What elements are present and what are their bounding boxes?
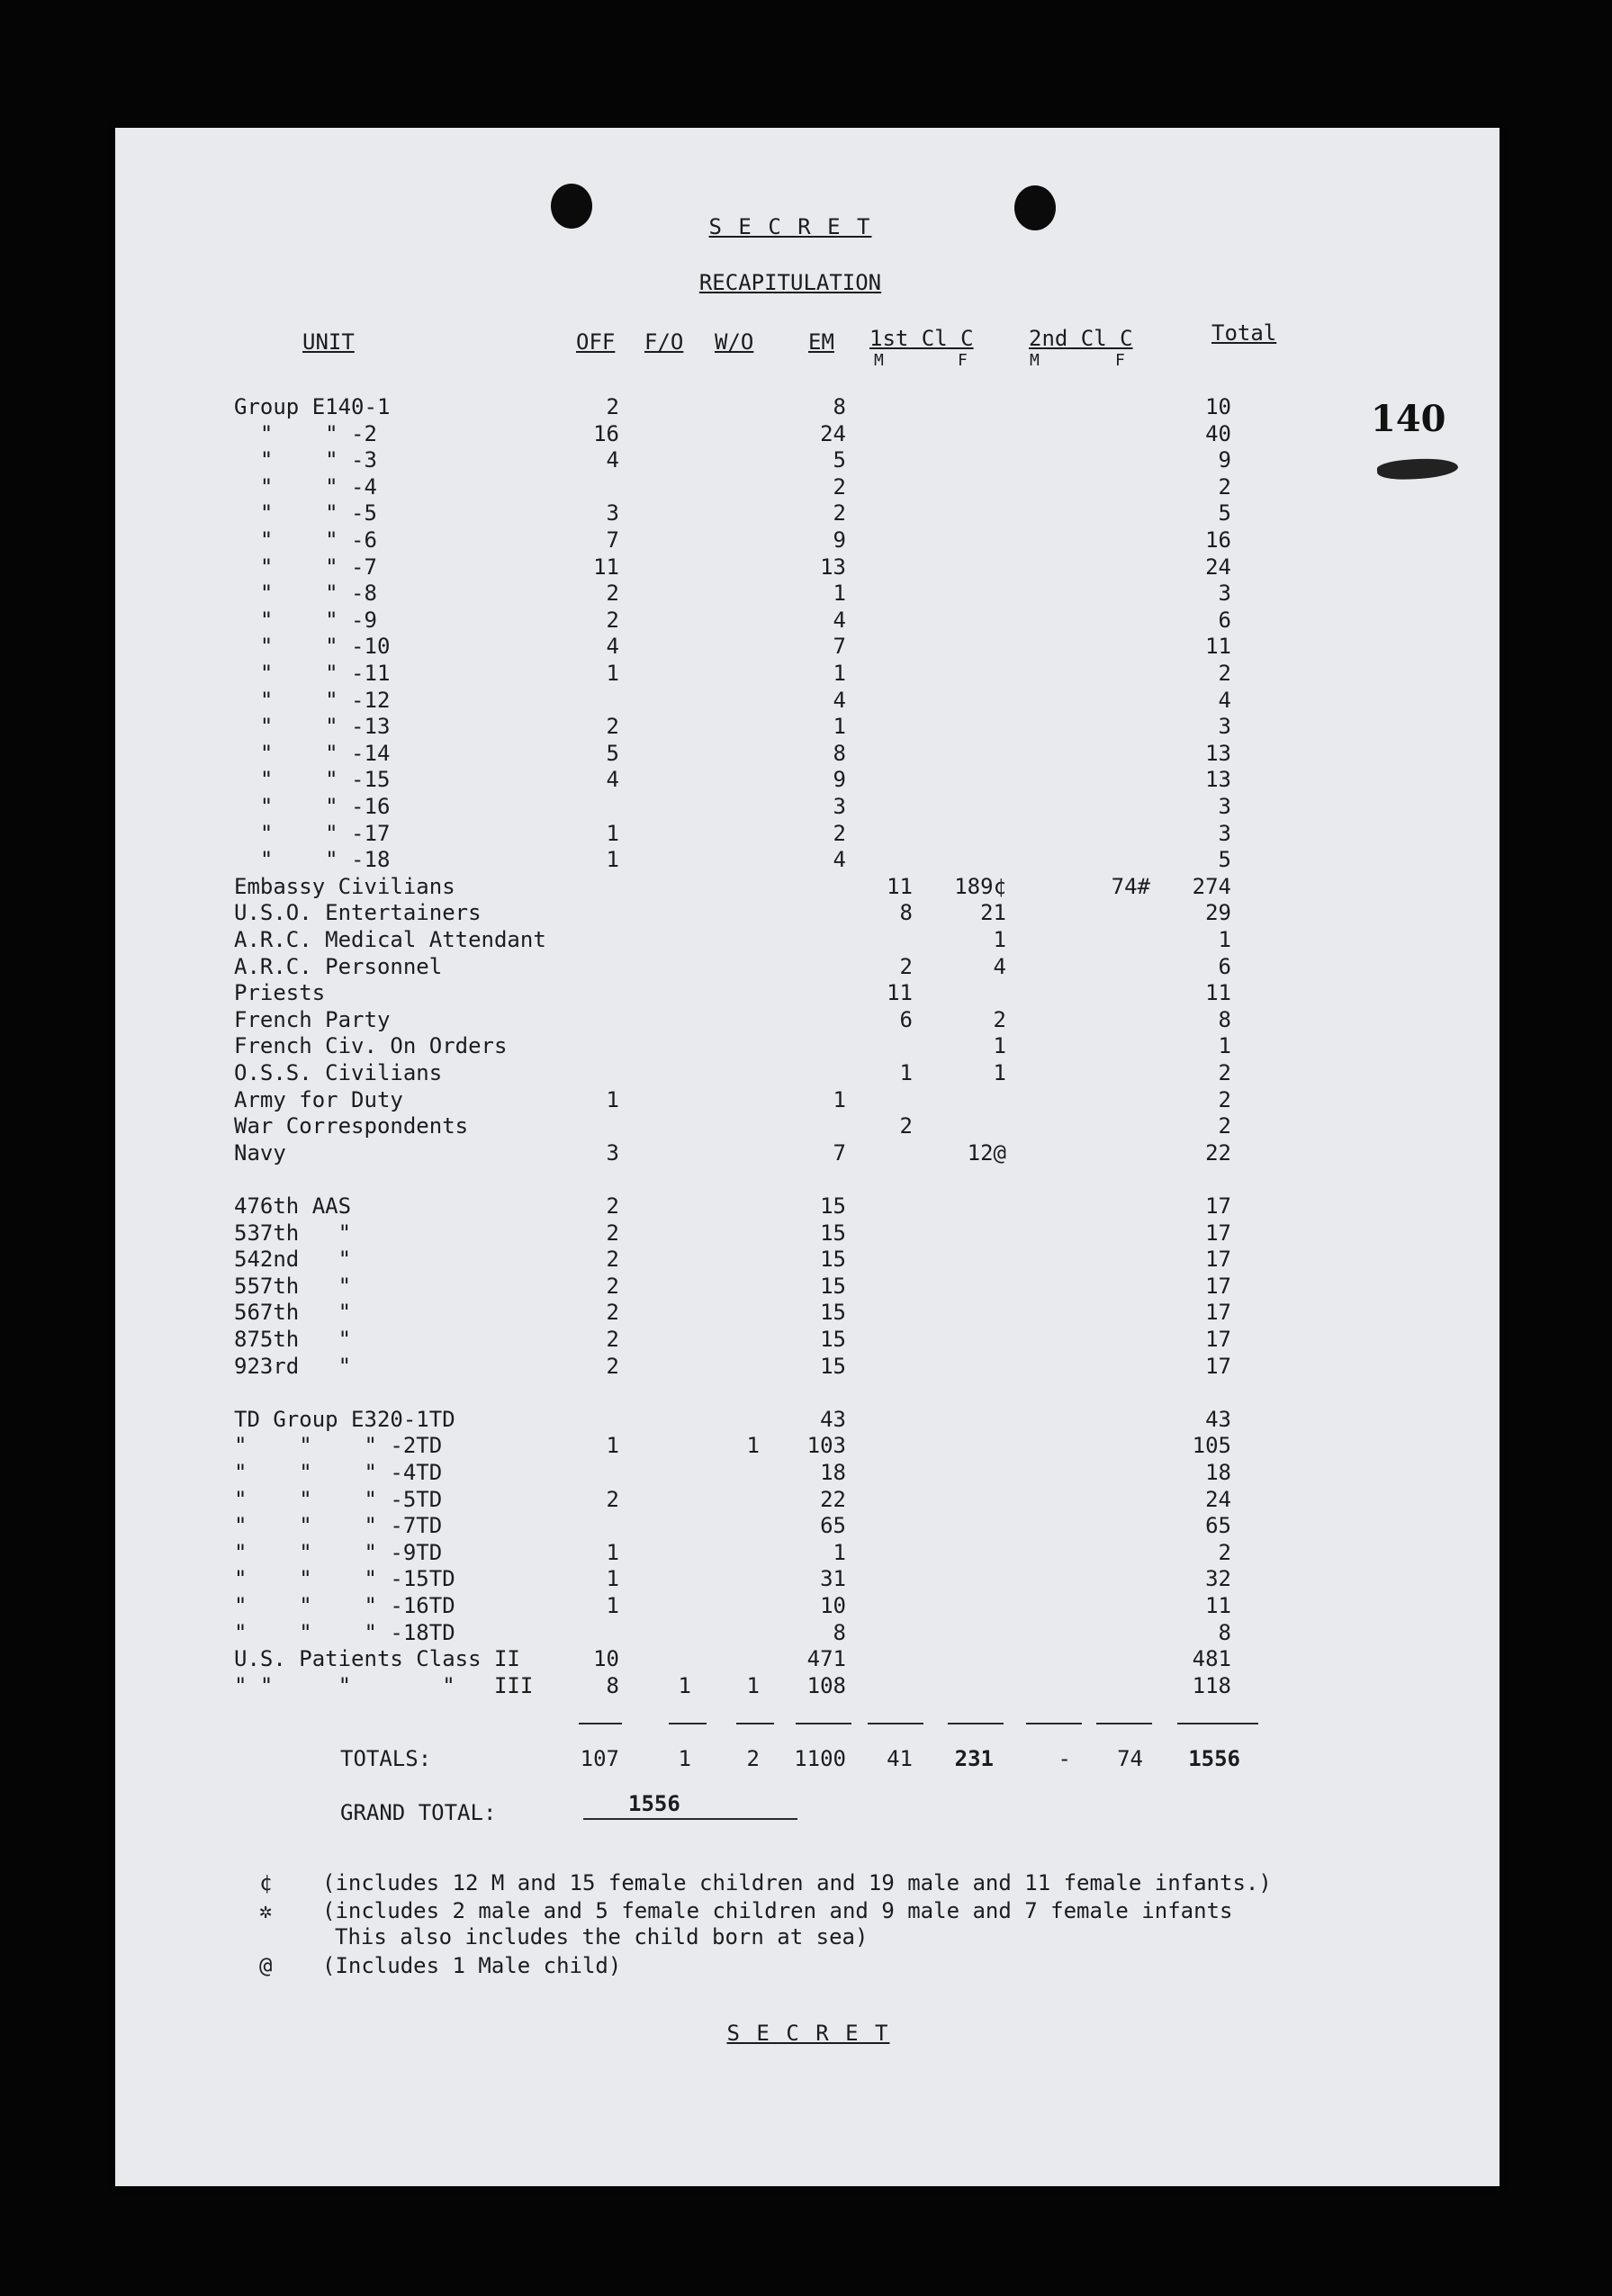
cell-total: 2 <box>1218 473 1231 500</box>
cell-unit: 537th " <box>234 1220 352 1246</box>
cell-total: 1 <box>1218 927 1231 952</box>
cell-unit: French Civ. On Orders <box>234 1033 508 1059</box>
cell-total: 10 <box>1205 394 1231 419</box>
cell-total: 17 <box>1205 1300 1231 1326</box>
document-page <box>115 128 1499 2186</box>
col-header-1st-m: M <box>874 351 884 370</box>
cell-off: 5 <box>606 740 619 766</box>
cell-total: 9 <box>1218 447 1231 473</box>
totals-2nd-f: 74 <box>1117 1746 1143 1771</box>
sum-line-1st-f <box>948 1723 1004 1724</box>
cell-total: 274 <box>1192 873 1231 899</box>
cell-unit: French Party <box>234 1006 391 1032</box>
cell-unit: " " -17 <box>234 820 391 846</box>
col-header-wo: W/O <box>715 329 754 355</box>
cell-unit: War Correspondents <box>234 1113 469 1139</box>
cell-em: 43 <box>820 1406 846 1432</box>
footnote-symbol: ✲ <box>259 1898 273 1923</box>
cell-unit: Embassy Civilians <box>234 873 455 899</box>
cell-off: 1 <box>606 1086 619 1112</box>
cell-em: 10 <box>820 1593 846 1618</box>
cell-total: 11 <box>1205 1593 1231 1618</box>
cell-total: 6 <box>1218 953 1231 979</box>
cell-unit: " " -4 <box>234 473 377 500</box>
col-header-em: EM <box>808 329 834 355</box>
cell-c1f: 1 <box>993 927 1006 952</box>
cell-unit: " " " -4TD <box>234 1460 443 1485</box>
cell-em: 15 <box>820 1220 846 1246</box>
cell-em: 1 <box>833 581 846 607</box>
totals-label: TOTALS: <box>340 1746 432 1771</box>
sum-line-total <box>1177 1723 1258 1724</box>
cell-unit: TD Group E320-1TD <box>234 1406 455 1432</box>
footnote-text: (includes 12 M and 15 female children and 19 male and 11 female infants.) <box>322 1870 1272 1895</box>
cell-unit: " " -14 <box>234 740 391 766</box>
cell-unit: " " -15 <box>234 767 391 793</box>
cell-em: 15 <box>820 1273 846 1299</box>
footnote-text: This also includes the child born at sea) <box>335 1924 869 1949</box>
cell-off: 1 <box>606 1566 619 1592</box>
col-header-1st-f: F <box>958 351 968 370</box>
cell-total: 5 <box>1218 500 1231 527</box>
punch-hole-left <box>551 184 592 229</box>
cell-total: 13 <box>1205 740 1231 766</box>
cell-total: 17 <box>1205 1327 1231 1352</box>
cell-unit: " " -6 <box>234 527 377 553</box>
cell-total: 8 <box>1218 1006 1231 1032</box>
cell-off: 2 <box>606 1247 619 1273</box>
cell-c1f: 189¢ <box>954 873 1006 899</box>
cell-unit: A.R.C. Personnel <box>234 953 443 979</box>
cell-wo: 1 <box>746 1672 760 1698</box>
cell-unit: 557th " <box>234 1273 352 1299</box>
cell-total: 2 <box>1218 1113 1231 1139</box>
col-header-2nd-f: F <box>1115 351 1125 370</box>
cell-unit: U.S.O. Entertainers <box>234 900 482 926</box>
cell-em: 13 <box>820 554 846 580</box>
cell-off: 8 <box>606 1672 619 1698</box>
cell-em: 108 <box>806 1672 846 1698</box>
cell-total: 17 <box>1205 1247 1231 1273</box>
sum-line-em <box>796 1723 851 1724</box>
totals-em: 1100 <box>794 1746 846 1771</box>
cell-off: 2 <box>606 1327 619 1352</box>
cell-off: 1 <box>606 820 619 846</box>
cell-em: 31 <box>820 1566 846 1592</box>
cell-total: 11 <box>1205 980 1231 1006</box>
cell-total: 11 <box>1205 634 1231 660</box>
cell-total: 65 <box>1205 1513 1231 1539</box>
cell-em: 15 <box>820 1300 846 1326</box>
cell-off: 1 <box>606 847 619 873</box>
cell-off: 1 <box>606 1433 619 1459</box>
cell-unit: " " -11 <box>234 661 391 686</box>
page-number: 140 <box>1371 398 1446 440</box>
cell-total: 13 <box>1205 767 1231 793</box>
sum-line-off <box>579 1723 622 1724</box>
cell-total: 32 <box>1205 1566 1231 1592</box>
cell-unit: Army for Duty <box>234 1086 403 1112</box>
cell-em: 22 <box>820 1486 846 1512</box>
cell-unit: " " " -18TD <box>234 1619 455 1645</box>
cell-unit: " " -13 <box>234 714 391 740</box>
cell-unit: " " -8 <box>234 581 377 607</box>
cell-off: 7 <box>606 527 619 553</box>
cell-unit: 875th " <box>234 1327 352 1352</box>
cell-em: 18 <box>820 1460 846 1485</box>
cell-c1m: 2 <box>899 1113 913 1139</box>
cell-total: 2 <box>1218 661 1231 686</box>
cell-unit: " " " -9TD <box>234 1539 443 1565</box>
cell-unit: 476th AAS <box>234 1193 352 1219</box>
cell-off: 2 <box>606 394 619 419</box>
cell-unit: " " -12 <box>234 687 391 713</box>
cell-total: 24 <box>1205 554 1231 580</box>
cell-off: 1 <box>606 661 619 686</box>
cell-em: 471 <box>806 1646 846 1672</box>
cell-total: 29 <box>1205 900 1231 926</box>
sum-line-fo <box>669 1723 707 1724</box>
totals-1st-m: 41 <box>887 1746 913 1771</box>
cell-off: 4 <box>606 447 619 473</box>
cell-em: 5 <box>833 447 846 473</box>
cell-c1f: 21 <box>980 900 1006 926</box>
cell-unit: " " " -7TD <box>234 1513 443 1539</box>
cell-total: 3 <box>1218 820 1231 846</box>
footnote-symbol: ¢ <box>259 1870 273 1895</box>
totals-fo: 1 <box>678 1746 691 1771</box>
cell-unit: 567th " <box>234 1300 352 1326</box>
cell-total: 3 <box>1218 714 1231 740</box>
cell-off: 2 <box>606 1193 619 1219</box>
cell-off: 2 <box>606 1353 619 1379</box>
cell-off: 10 <box>593 1646 619 1672</box>
cell-em: 8 <box>833 740 846 766</box>
footnote-symbol: @ <box>259 1953 273 1978</box>
cell-total: 105 <box>1192 1433 1231 1459</box>
cell-total: 5 <box>1218 847 1231 873</box>
cell-total: 17 <box>1205 1353 1231 1379</box>
cell-off: 2 <box>606 581 619 607</box>
cell-em: 7 <box>833 1139 846 1166</box>
totals-total: 1556 <box>1188 1746 1240 1771</box>
cell-em: 2 <box>833 500 846 527</box>
cell-off: 2 <box>606 607 619 633</box>
cell-off: 4 <box>606 634 619 660</box>
cell-unit: " " -2 <box>234 420 377 446</box>
col-header-second-class: 2nd Cl C <box>1029 326 1133 351</box>
cell-em: 1 <box>833 1086 846 1112</box>
cell-em: 65 <box>820 1513 846 1539</box>
cell-total: 8 <box>1218 1619 1231 1645</box>
cell-em: 24 <box>820 420 846 446</box>
cell-unit: " " -5 <box>234 500 377 527</box>
cell-em: 4 <box>833 687 846 713</box>
cell-c1m: 6 <box>899 1006 913 1032</box>
cell-off: 2 <box>606 1300 619 1326</box>
cell-em: 4 <box>833 607 846 633</box>
cell-unit: Group E140-1 <box>234 394 391 419</box>
cell-c1f: 2 <box>993 1006 1006 1032</box>
cell-em: 15 <box>820 1353 846 1379</box>
cell-off: 11 <box>593 554 619 580</box>
cell-c1m: 11 <box>887 980 913 1006</box>
col-header-unit: UNIT <box>302 329 355 355</box>
totals-off: 107 <box>580 1746 619 1771</box>
cell-total: 118 <box>1192 1672 1231 1698</box>
cell-off: 3 <box>606 500 619 527</box>
cell-off: 16 <box>593 420 619 446</box>
cell-em: 1 <box>833 714 846 740</box>
grand-total-value: 1556 <box>628 1791 680 1816</box>
totals-wo: 2 <box>746 1746 760 1771</box>
cell-off: 1 <box>606 1539 619 1565</box>
cell-em: 8 <box>833 1619 846 1645</box>
cell-fo: 1 <box>678 1672 691 1698</box>
cell-unit: " " -18 <box>234 847 391 873</box>
cell-em: 15 <box>820 1247 846 1273</box>
cell-unit: " " -9 <box>234 607 377 633</box>
cell-c1m: 2 <box>899 953 913 979</box>
cell-total: 22 <box>1205 1139 1231 1166</box>
cell-em: 1 <box>833 661 846 686</box>
cell-total: 3 <box>1218 794 1231 819</box>
cell-off: 2 <box>606 1220 619 1246</box>
cell-c1m: 1 <box>899 1060 913 1085</box>
cell-unit: 923rd " <box>234 1353 352 1379</box>
cell-c2f: 74# <box>1111 873 1150 899</box>
cell-total: 6 <box>1218 607 1231 633</box>
cell-total: 18 <box>1205 1460 1231 1485</box>
cell-total: 2 <box>1218 1086 1231 1112</box>
cell-total: 4 <box>1218 687 1231 713</box>
footnote-text: (includes 2 male and 5 female children and 9 male and 7 female infants <box>322 1898 1233 1923</box>
footnote-text: (Includes 1 Male child) <box>322 1953 622 1978</box>
cell-total: 1 <box>1218 1033 1231 1059</box>
cell-total: 3 <box>1218 581 1231 607</box>
sum-line-wo <box>736 1723 774 1724</box>
cell-unit: " " " " III <box>234 1672 534 1698</box>
col-header-2nd-m: M <box>1030 351 1040 370</box>
cell-em: 7 <box>833 634 846 660</box>
cell-unit: " " " -16TD <box>234 1593 455 1618</box>
cell-em: 8 <box>833 394 846 419</box>
document-title: RECAPITULATION <box>698 270 882 295</box>
totals-2nd-m: - <box>1058 1746 1071 1771</box>
cell-off: 1 <box>606 1593 619 1618</box>
cell-unit: " " " -5TD <box>234 1486 443 1512</box>
cell-off: 2 <box>606 714 619 740</box>
footer-secret: S E C R E T <box>726 2021 890 2046</box>
cell-total: 2 <box>1218 1060 1231 1085</box>
cell-unit: " " -16 <box>234 794 391 819</box>
sum-line-2nd-m <box>1026 1723 1082 1724</box>
cell-unit: O.S.S. Civilians <box>234 1060 443 1085</box>
cell-em: 9 <box>833 527 846 553</box>
cell-wo: 1 <box>746 1433 760 1459</box>
cell-c1m: 8 <box>899 900 913 926</box>
punch-hole-right <box>1014 185 1056 230</box>
cell-unit: " " -7 <box>234 554 377 580</box>
cell-em: 2 <box>833 473 846 500</box>
cell-unit: " " " -15TD <box>234 1566 455 1592</box>
col-header-first-class: 1st Cl C <box>869 326 974 351</box>
totals-1st-f: 231 <box>954 1746 994 1771</box>
cell-total: 40 <box>1205 420 1231 446</box>
cell-unit: 542nd " <box>234 1247 352 1273</box>
cell-em: 103 <box>806 1433 846 1459</box>
cell-c1f: 1 <box>993 1033 1006 1059</box>
cell-unit: " " -3 <box>234 447 377 473</box>
sum-line-2nd-f <box>1096 1723 1152 1724</box>
cell-c1f: 12@ <box>967 1139 1006 1166</box>
cell-em: 15 <box>820 1327 846 1352</box>
cell-em: 9 <box>833 767 846 793</box>
cell-total: 24 <box>1205 1486 1231 1512</box>
cell-off: 4 <box>606 767 619 793</box>
cell-c1f: 4 <box>993 953 1006 979</box>
scratched-out-mark <box>1376 456 1458 482</box>
header-secret: S E C R E T <box>708 214 872 239</box>
cell-total: 17 <box>1205 1193 1231 1219</box>
cell-total: 17 <box>1205 1220 1231 1246</box>
cell-off: 2 <box>606 1486 619 1512</box>
cell-unit: " " " -2TD <box>234 1433 443 1459</box>
cell-unit: U.S. Patients Class II <box>234 1646 520 1672</box>
cell-unit: Navy <box>234 1139 286 1166</box>
cell-unit: " " -10 <box>234 634 391 660</box>
cell-total: 17 <box>1205 1273 1231 1299</box>
cell-em: 15 <box>820 1193 846 1219</box>
col-header-total: Total <box>1211 320 1277 346</box>
cell-total: 481 <box>1192 1646 1231 1672</box>
cell-em: 3 <box>833 794 846 819</box>
cell-off: 3 <box>606 1139 619 1166</box>
cell-total: 43 <box>1205 1406 1231 1432</box>
cell-em: 2 <box>833 820 846 846</box>
grand-total-label: GRAND TOTAL: <box>340 1800 497 1825</box>
grand-total-underline <box>583 1818 797 1820</box>
cell-total: 16 <box>1205 527 1231 553</box>
col-header-fo: F/O <box>644 329 684 355</box>
cell-c1f: 1 <box>993 1060 1006 1085</box>
col-header-off: OFF <box>576 329 616 355</box>
cell-unit: Priests <box>234 980 326 1006</box>
cell-em: 1 <box>833 1539 846 1565</box>
sum-line-1st-m <box>868 1723 923 1724</box>
cell-unit: A.R.C. Medical Attendant <box>234 927 546 952</box>
cell-em: 4 <box>833 847 846 873</box>
cell-off: 2 <box>606 1273 619 1299</box>
cell-total: 2 <box>1218 1539 1231 1565</box>
cell-c1m: 11 <box>887 873 913 899</box>
